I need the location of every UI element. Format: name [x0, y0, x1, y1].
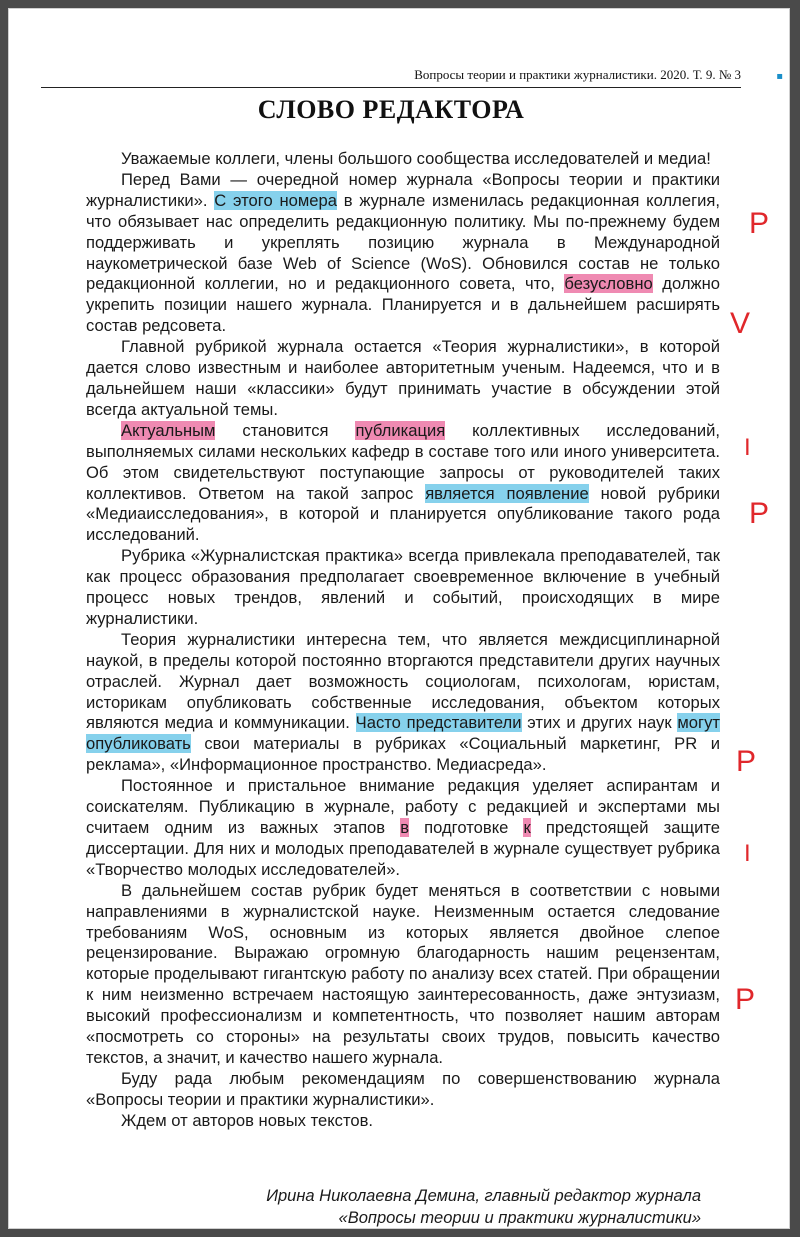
text-run: в журнале изменилась редакционная коллегия, что обязывает нас определить редакционную политику. Мы по-прежнему будем поддерживать и укреплять позицию журнала в Международной наукометрической базе Web of Science (WoS). Обновился состав не только редакционной коллегии, но и редакционного совета, что,	[86, 190, 720, 294]
text-run: Теория журналистики интересна тем, что является междисциплинарной наукой, в пределы которой постоянно вторгаются представители других научных отраслей. Журнал дает возможность социологам, психологам, юристам, историкам опубликовать собственные исследования, объектом которых являются медиа и коммуникации.	[86, 629, 720, 733]
article-body	[86, 149, 720, 1132]
highlight-pink: безусловно	[564, 274, 653, 294]
highlight-blue: С этого номера	[214, 190, 337, 210]
text-run: Перед Вами — очередной номер журнала «Вопросы теории и практики журналистики».	[86, 169, 720, 210]
paragraph	[86, 776, 720, 881]
text-run: В дальнейшем состав рубрик будет меняться в соответствии с новыми направлениями в журналистской науке. Неизменным остается следование требованиям WoS, основным из которых является двойное слепое рецензирование. Выражаю огромную благодарность нашим рецензентам, которые проделывают гигантскую работу по анализу всех статей. При обращении к ним неизменно встречаем настоящую заинтересованность, даже энтузиазм, высокий профессионализм и компетентность, что позволяет нашим авторам «посмотреть со стороны» на результаты своих трудов, повысить качество текстов, а значит, и качество нашего журнала.	[86, 880, 720, 1067]
text-run: должно укрепить позиции нашего журнала. Планируется и в дальнейшем расширять состав редсовета.	[86, 274, 720, 336]
margin-annotation-i: I	[744, 434, 751, 461]
highlight-blue: Часто представители	[355, 713, 522, 733]
paragraph	[86, 546, 720, 630]
paragraph	[86, 170, 720, 337]
text-run: свои материалы в рубриках «Социальный маркетинг, PR и реклама», «Информационное пространство. Медиасреда».	[86, 734, 720, 775]
text-run: Буду рада любым рекомендациям по совершенствованию журнала «Вопросы теории и практики журналистики».	[86, 1068, 720, 1109]
document-page	[8, 8, 790, 1229]
corner-mark-icon: ▪	[776, 71, 783, 82]
margin-annotation-i: I	[744, 840, 751, 867]
paragraph	[86, 149, 720, 170]
text-run: этих и других наук	[521, 713, 678, 733]
text-run: коллективных исследований, выполняемых силами нескольких кафедр в составе того или иного университета. Об этом свидетельствуют поступающие запросы от руководителей таких коллективов. Ответом на такой запрос	[86, 420, 720, 503]
text-run: подготовке	[409, 818, 524, 837]
highlight-blue: является появление	[425, 483, 589, 503]
signature-line-2: «Вопросы теории и практики журналистики»	[338, 1209, 701, 1227]
journal-running-header: Вопросы теории и практики журналистики. 2020. Т. 9. № 3	[414, 67, 741, 82]
paragraph	[86, 630, 720, 776]
margin-annotation-v: V	[730, 307, 751, 340]
highlight-pink: к	[523, 818, 531, 837]
text-run: Уважаемые коллеги, члены большого сообщества исследователей и медиа!	[121, 149, 711, 168]
text-run: предстоящей защите диссертации. Для них и молодых преподавателей в журнале существует рубрика «Творчество молодых исследователей».	[86, 818, 721, 879]
highlight-pink: Актуальным	[121, 420, 216, 440]
paragraph	[86, 1111, 720, 1132]
margin-annotation-p: P	[749, 497, 770, 530]
text-run: Ждем от авторов новых текстов.	[121, 1110, 374, 1130]
signature-block	[266, 1185, 701, 1229]
page-title: СЛОВО РЕДАКТОРА	[257, 95, 525, 124]
margin-annotation-p: P	[736, 745, 757, 778]
margin-annotation-p: P	[749, 207, 770, 240]
paragraph	[86, 421, 720, 546]
text-run: Рубрика «Журналистская практика» всегда привлекала преподавателей, так как процесс образования предполагает своевременное включение в учебный процесс новых трендов, явлений и событий, происходящих в мире журналистики.	[86, 546, 720, 628]
signature-line-1: Ирина Николаевна Демина, главный редактор журнала	[266, 1187, 701, 1205]
text-run: Постоянное и пристальное внимание редакция уделяет аспирантам и соискателям. Публикацию в журнале, работу с редакцией и экспертами мы считаем одним из важных этапов	[86, 776, 720, 837]
paragraph	[86, 337, 720, 421]
paragraph	[86, 1069, 720, 1111]
paragraph	[86, 881, 720, 1069]
header-divider	[41, 87, 741, 88]
text-run: становится	[215, 420, 356, 440]
highlight-blue: могут опубликовать	[86, 713, 720, 754]
text-run: новой рубрики «Медиаисследования», в которой и планируется опубликование такого рода исследований.	[86, 483, 720, 545]
highlight-pink: публикация	[355, 420, 446, 440]
text-run: Главной рубрикой журнала остается «Теория журналистики», в которой дается слово известным и наиболее авторитетным ученым. Надеемся, что и в дальнейшем наши «классики» будут принимать участие в обсуждении этой всегда актуальной темы.	[86, 337, 720, 419]
highlight-pink: в	[400, 818, 410, 837]
margin-annotation-p: P	[735, 983, 756, 1016]
